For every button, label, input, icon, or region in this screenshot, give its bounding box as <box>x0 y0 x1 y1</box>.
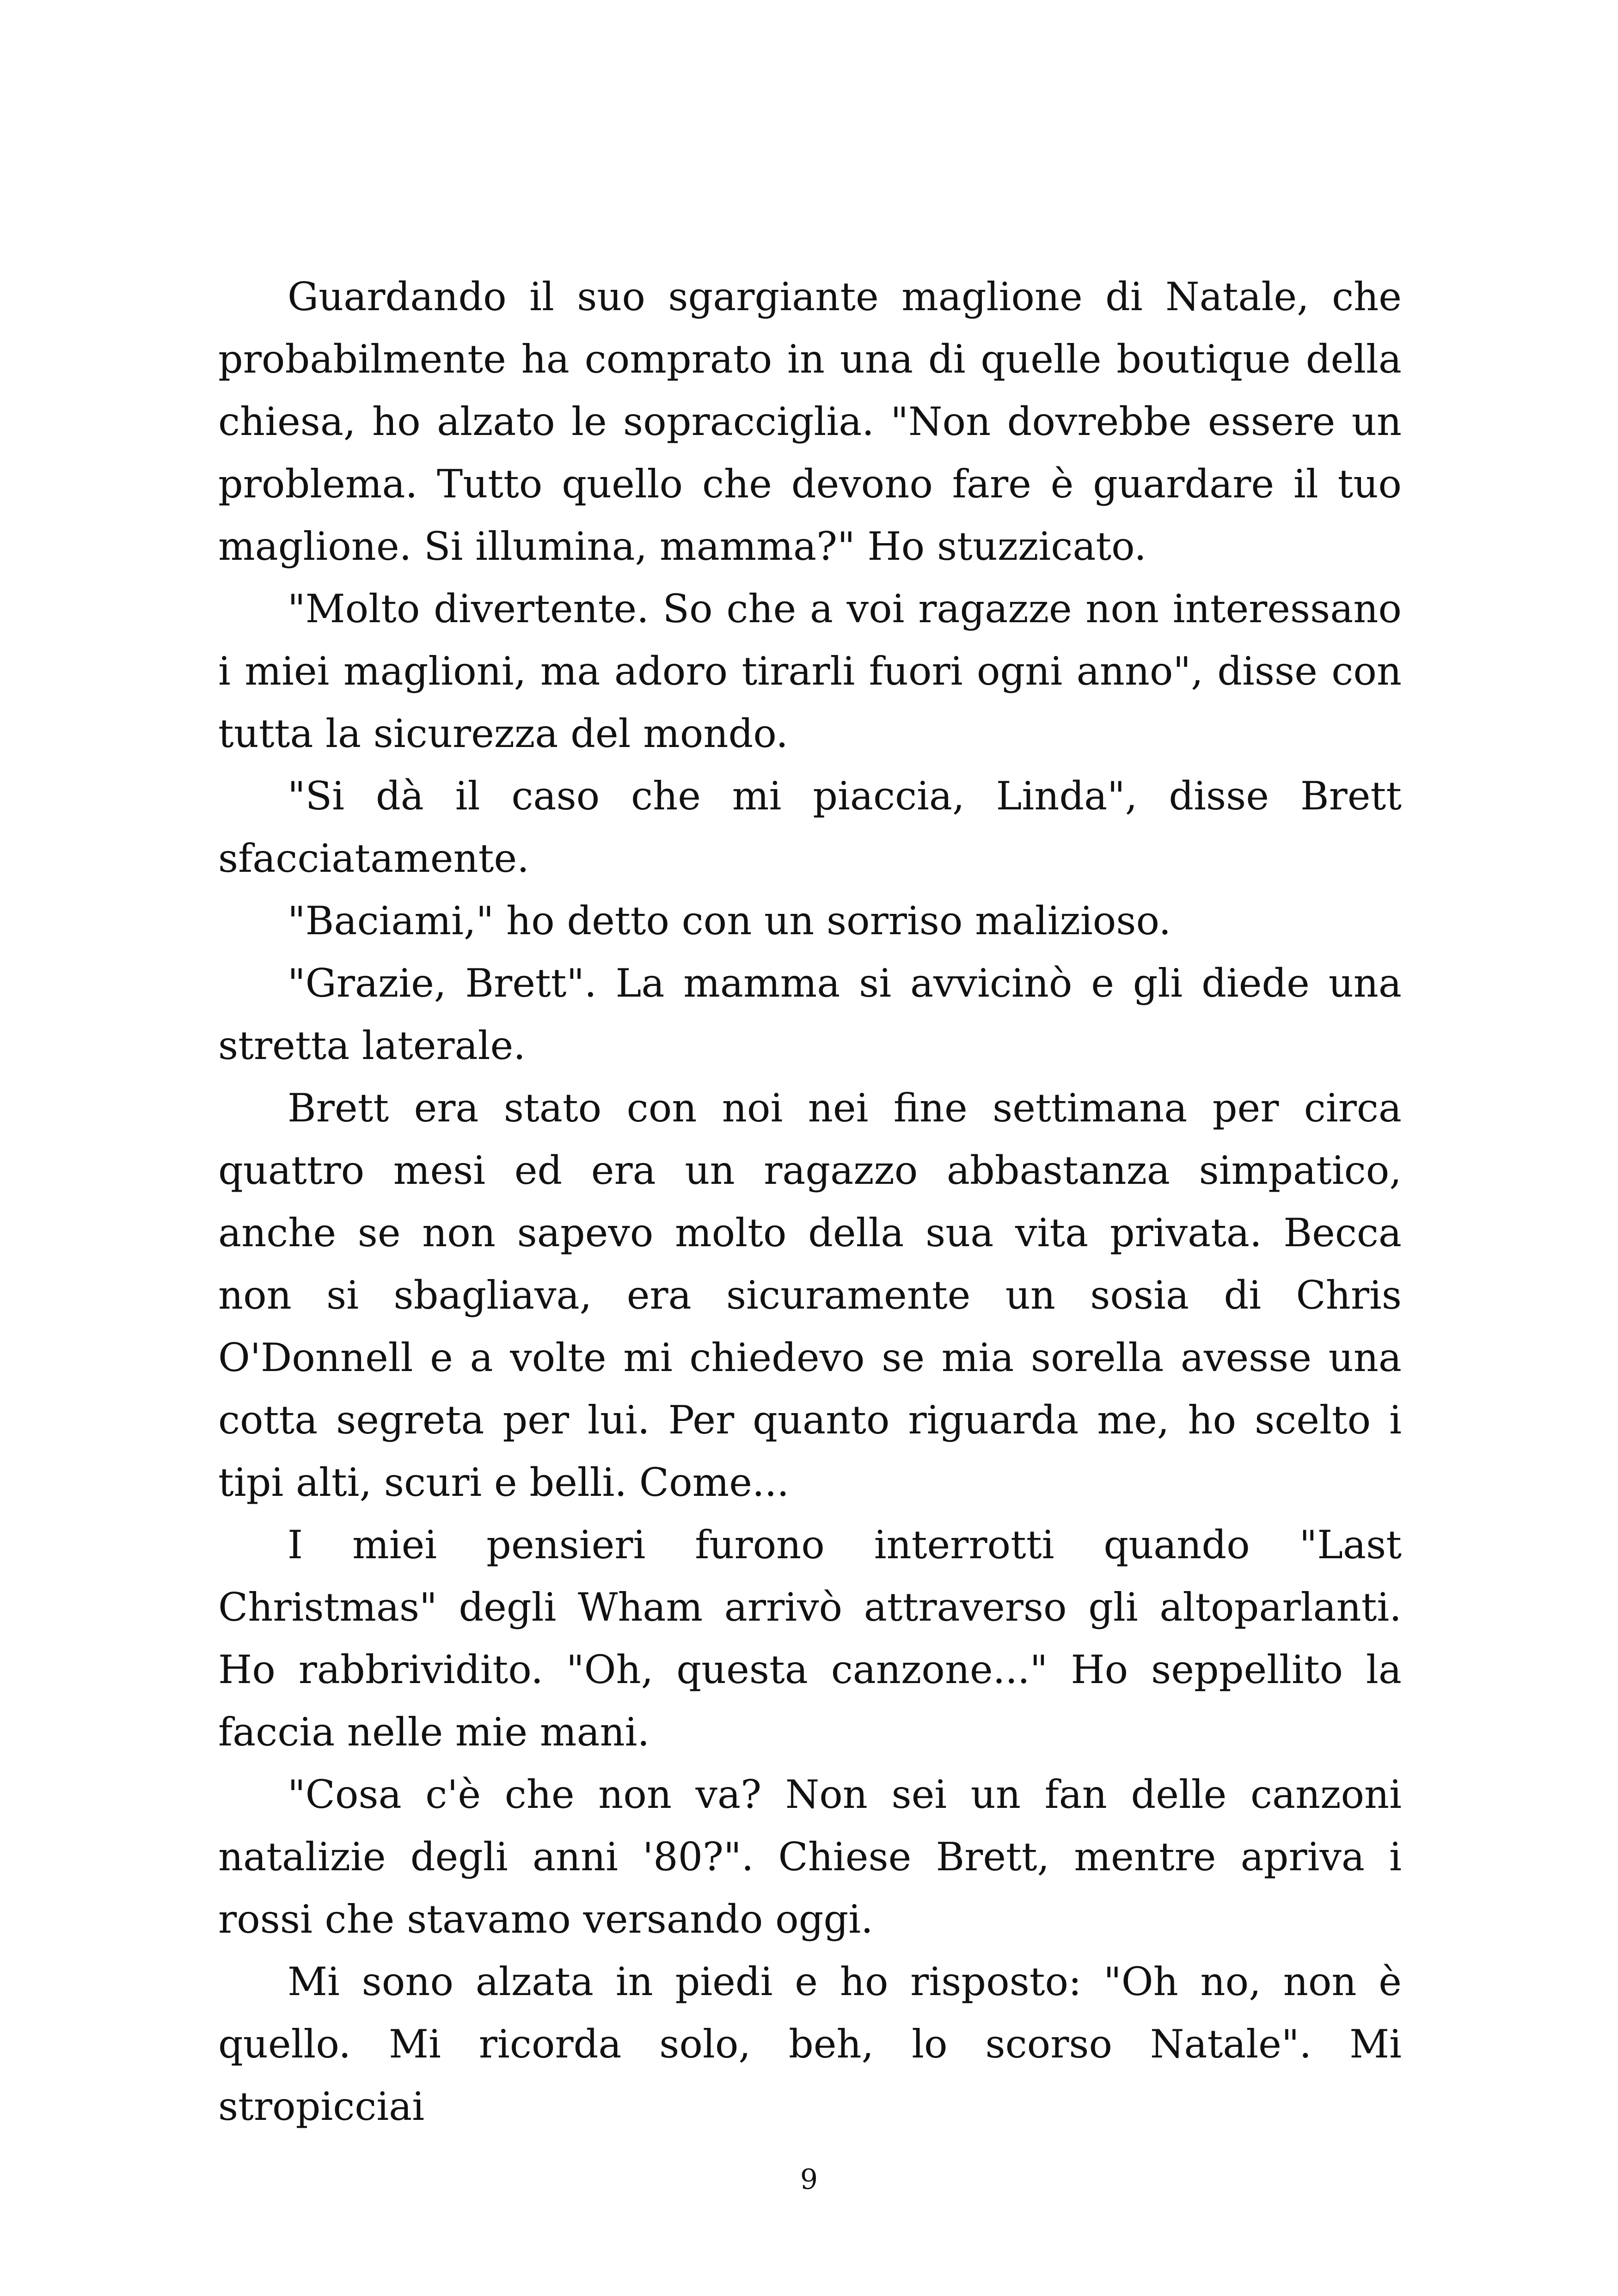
body-text <box>218 266 1402 2138</box>
paragraph: Guardando il suo sgargiante maglione di Natale, che probabilmente ha comprato in una di quelle boutique della chiesa, ho alzato le sopracciglia. "Non dovrebbe essere un problema. Tutto quello che devono fare è guardare il tuo maglione. Si illumina, mamma?" Ho stuzzicato. <box>218 274 1402 569</box>
page-number: 9 <box>800 2163 818 2196</box>
paragraph: "Cosa c'è che non va? Non sei un fan delle canzoni natalizie degli anni '80?". Chiese Brett, mentre apriva i rossi che stavamo versando oggi. <box>218 1772 1402 1942</box>
paragraph: Brett era stato con noi nei fine settimana per circa quattro mesi ed era un ragazzo abbastanza simpatico, anche se non sapevo molto della sua vita privata. Becca non si sbagliava, era sicuramente un sosia di Chris O'Donnell e a volte mi chiedevo se mia sorella avesse una cotta segreta per lui. Per quanto riguarda me, ho scelto i tipi alti, scuri e belli. Come... <box>218 1085 1402 1505</box>
paragraph: "Baciami," ho detto con un sorriso malizioso. <box>288 898 1171 943</box>
paragraph: "Grazie, Brett". La mamma si avvicinò e gli diede una stretta laterale. <box>218 961 1402 1068</box>
paragraph: "Molto divertente. So che a voi ragazze non interessano i miei maglioni, ma adoro tirarli fuori ogni anno", disse con tutta la sicurezza del mondo. <box>218 586 1402 756</box>
paragraph: "Si dà il caso che mi piaccia, Linda", disse Brett sfacciatamente. <box>218 773 1402 881</box>
paragraph: Mi sono alzata in piedi e ho risposto: "Oh no, non è quello. Mi ricorda solo, beh, lo scorso Natale". Mi stropicciai <box>218 1959 1402 2129</box>
paragraph: I miei pensieri furono interrotti quando "Last Christmas" degli Wham arrivò attraverso gli altoparlanti. Ho rabbrividito. "Oh, questa canzone..." Ho seppellito la faccia nelle mie mani. <box>218 1522 1402 1755</box>
